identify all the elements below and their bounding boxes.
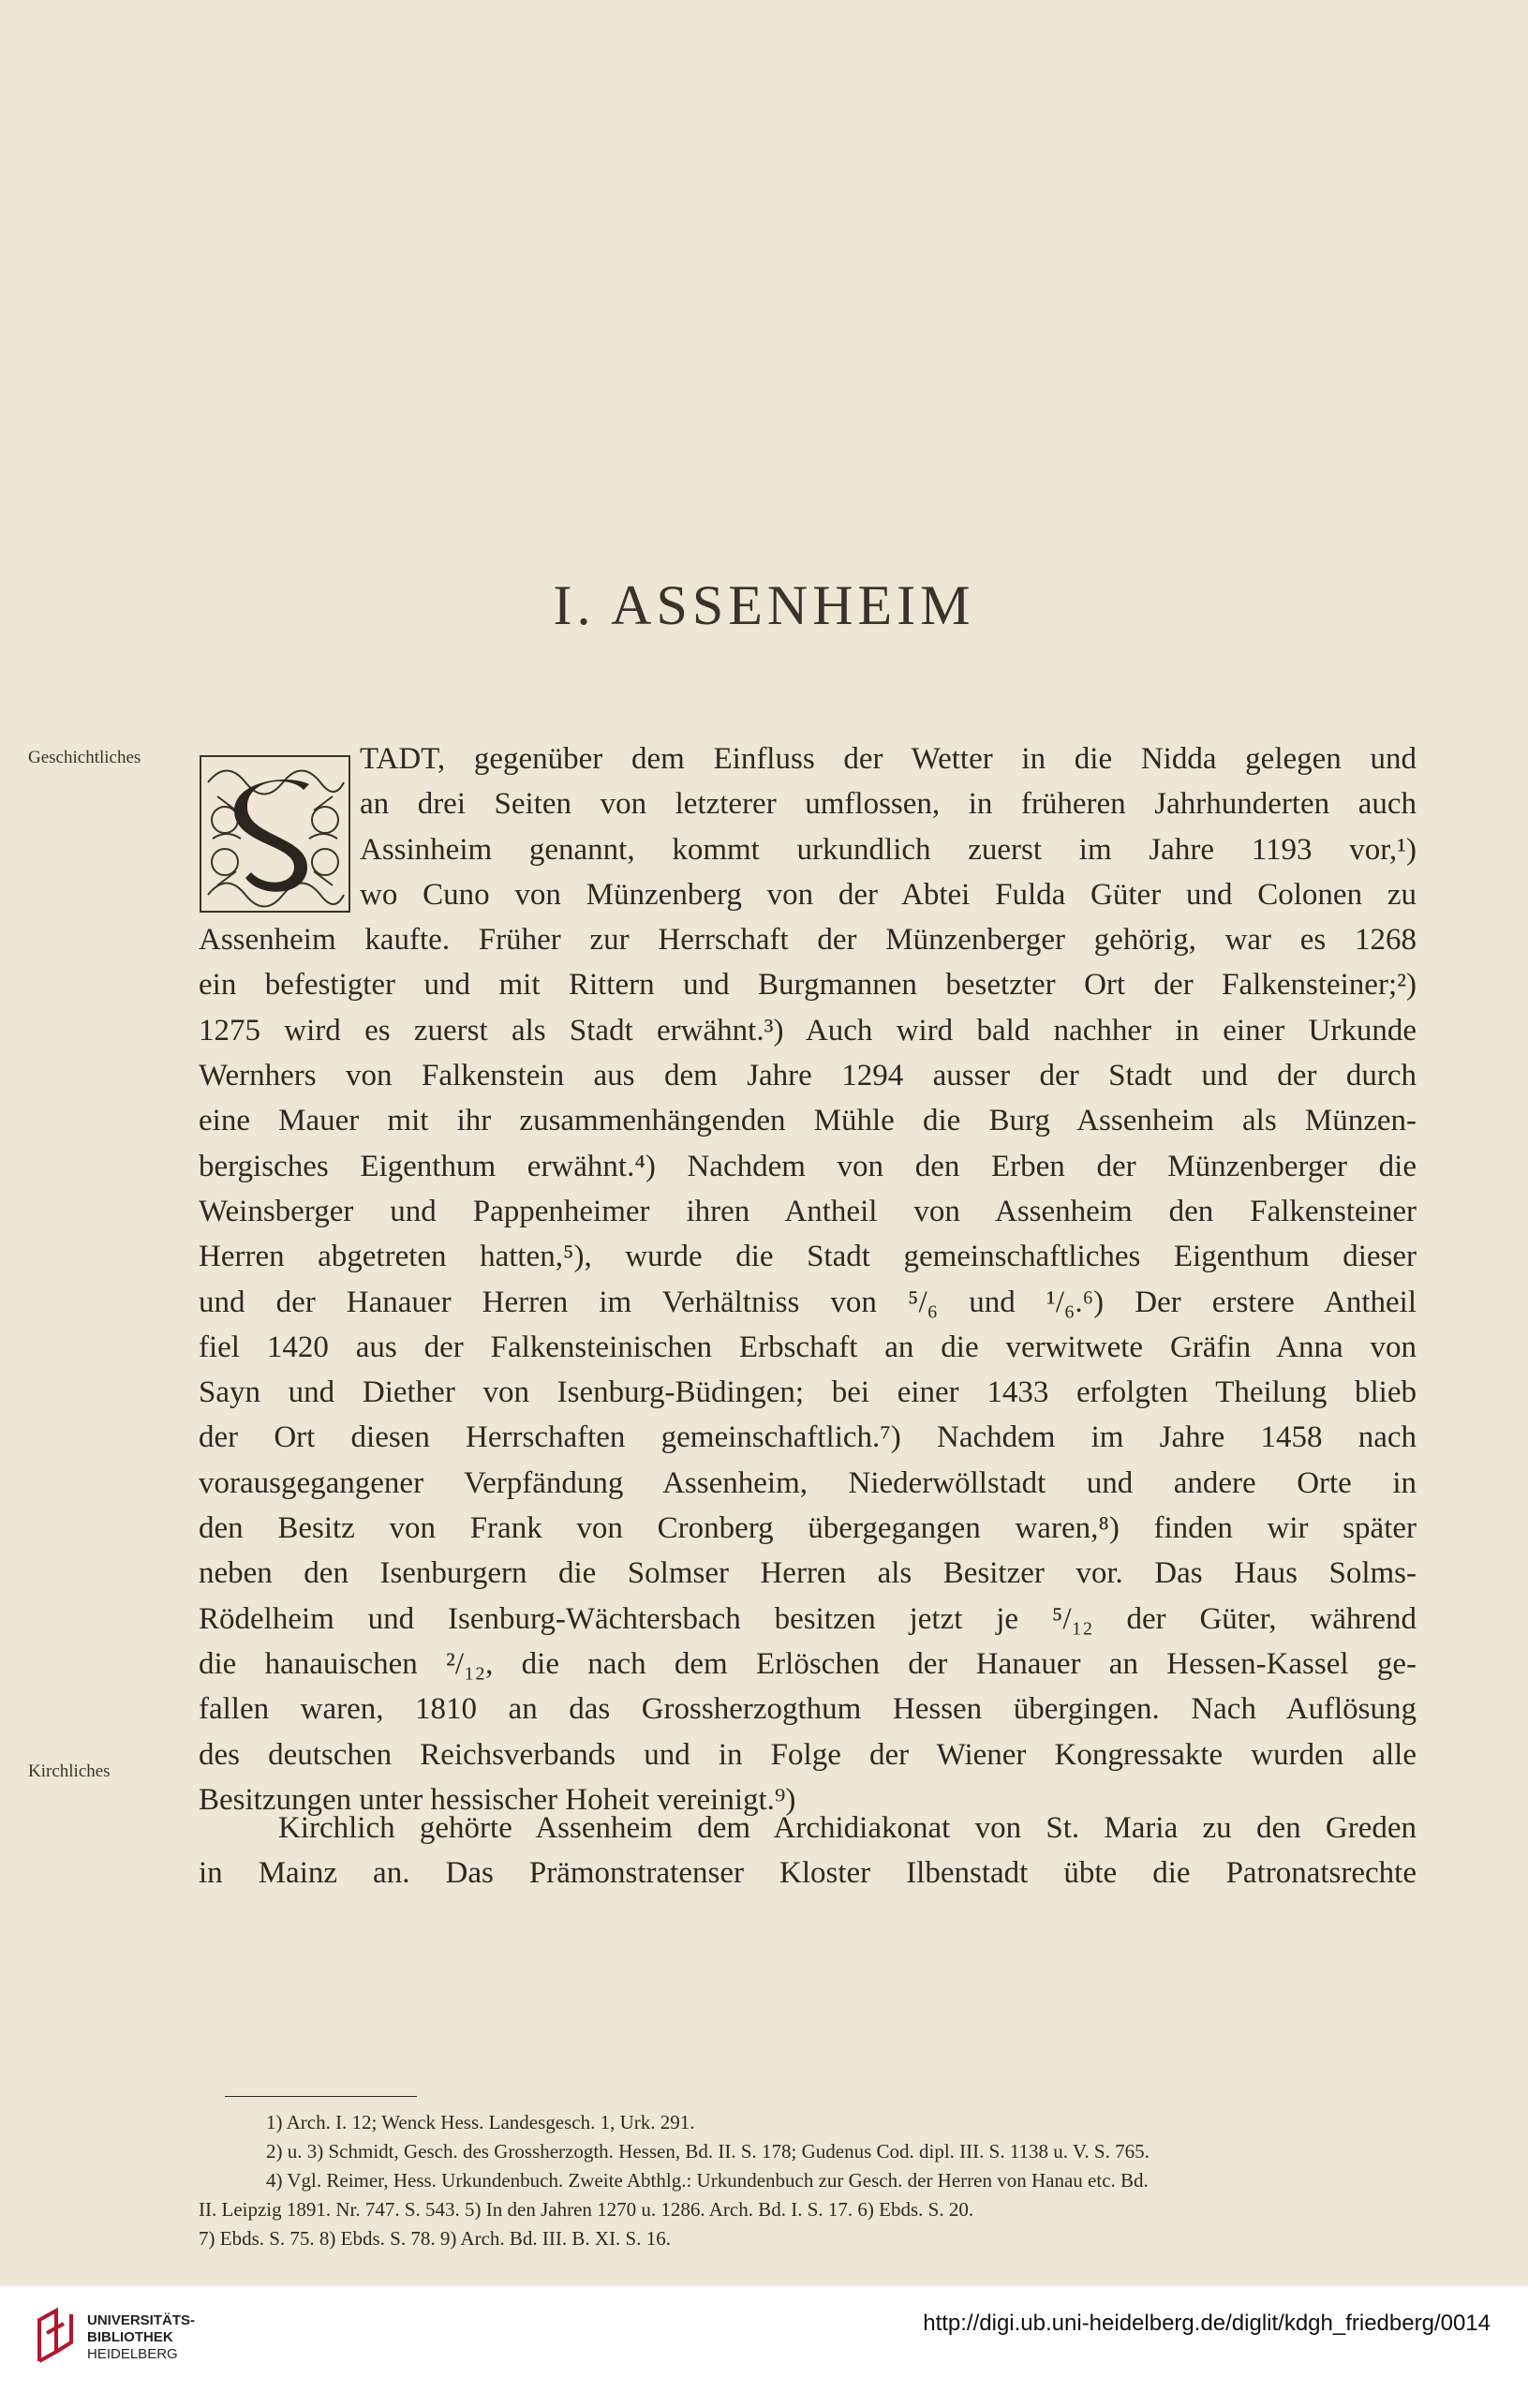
footnote: 4) Vgl. Reimer, Hess. Urkundenbuch. Zweite Abthlg.: Urkundenbuch zur Gesch. der Herren von Hanau etc. Bd. — [266, 2169, 1149, 2192]
library-name-line: BIBLIOTHEK — [87, 2329, 173, 2345]
text-line: 1275 wird es zuerst als Stadt erwähnt.³) Auch wird bald nachher in einer Urkunde — [199, 1013, 1417, 1048]
source-url-link[interactable]: http://digi.ub.uni-heidelberg.de/diglit/kdgh_friedberg/0014 — [923, 2311, 1491, 2336]
text-line: die hanauischen ²/₁₂, die nach dem Erlöschen der Hanauer an Hessen-Kassel ge- — [199, 1646, 1417, 1681]
text-line: Sayn und Diether von Isenburg-Büdingen; bei einer 1433 erfolgten Theilung blieb — [199, 1375, 1417, 1410]
viewer-footer — [0, 2286, 1528, 2408]
footnote: 7) Ebds. S. 75. 8) Ebds. S. 78. 9) Arch. Bd. III. B. XI. S. 16. — [199, 2227, 671, 2250]
text-line: des deutschen Reichsverbands und in Folge der Wiener Kongressakte wurden alle — [199, 1737, 1417, 1772]
text-line: Assenheim kaufte. Früher zur Herrschaft der Münzenberger gehörig, war es 1268 — [199, 923, 1417, 958]
footnotes — [199, 2108, 1417, 2253]
text-line: den Besitz von Frank von Cronberg übergegangen waren,⁸) finden wir später — [199, 1511, 1417, 1546]
text-line: TADT, gegenüber dem Einfluss der Wetter in die Nidda gelegen und — [360, 742, 1417, 776]
chapter-title: I. ASSENHEIM — [553, 574, 975, 636]
text-line: Wernhers von Falkenstein aus dem Jahre 1294 ausser der Stadt und der durch — [199, 1059, 1417, 1093]
text-line: Rödelheim und Isenburg-Wächtersbach besitzen jetzt je ⁵/₁₂ der Güter, während — [199, 1601, 1417, 1636]
library-logo-icon — [36, 2307, 75, 2365]
text-line: wo Cuno von Münzenberg von der Abtei Fulda Güter und Colonen zu — [360, 877, 1417, 912]
text-line: Weinsberger und Pappenheimer ihren Antheil von Assenheim den Falkensteiner — [199, 1194, 1417, 1228]
margin-note-church: Kirchliches — [28, 1761, 111, 1781]
footnote: II. Leipzig 1891. Nr. 747. S. 543. 5) In den Jahren 1270 u. 1286. Arch. Bd. I. S. 17. 6) Ebds. S. 20. — [199, 2198, 974, 2221]
body-paragraph-history — [199, 736, 1417, 1822]
text-line: Herren abgetreten hatten,⁵), wurde die Stadt gemeinschaftliches Eigenthum dieser — [199, 1240, 1417, 1274]
library-name — [87, 2312, 195, 2363]
text-line: neben den Isenburgern die Solmser Herren als Besitzer vor. Das Haus Solms- — [199, 1556, 1417, 1591]
text-line: Assinheim genannt, kommt urkundlich zuerst im Jahre 1193 vor,¹) — [360, 832, 1417, 867]
text-line: in Mainz an. Das Prämonstratenser Kloster Ilbenstadt übte die Patronatsrechte — [199, 1856, 1417, 1891]
text-line: vorausgegangener Verpfändung Assenheim, Niederwöllstadt und andere Orte in — [199, 1465, 1417, 1500]
text-line: ein befestigter und mit Rittern und Burgmannen besetzter Ort der Falkensteiner;²) — [199, 968, 1417, 1003]
text-line: an drei Seiten von letzterer umflossen, in früheren Jahrhunderten auch — [360, 787, 1417, 822]
library-name-line: UNIVERSITÄTS- — [87, 2312, 196, 2328]
text-line: bergisches Eigenthum erwähnt.⁴) Nachdem von den Erben der Münzenberger die — [199, 1149, 1417, 1183]
text-line: und der Hanauer Herren im Verhältniss von ⁵/₆ und ¹/₆.⁶) Der erstere Antheil — [199, 1285, 1417, 1319]
body-paragraph-church — [199, 1806, 1417, 1896]
text-line: Kirchlich gehörte Assenheim dem Archidiakonat von St. Maria zu den Greden — [278, 1811, 1417, 1845]
margin-note-history: Geschichtliches — [28, 748, 141, 767]
footnote: 2) u. 3) Schmidt, Gesch. des Grossherzogth. Hessen, Bd. II. S. 178; Gudenus Cod. dipl. III. S. 1138 u. V. S. 765. — [266, 2140, 1150, 2163]
footnote-divider — [225, 2096, 417, 2097]
text-line: fiel 1420 aus der Falkensteinischen Erbschaft an die verwitwete Gräfin Anna von — [199, 1330, 1417, 1364]
text-line: Besitzungen unter hessischer Hoheit vereinigt.⁹) — [199, 1782, 796, 1817]
text-line: eine Mauer mit ihr zusammenhängenden Mühle die Burg Assenheim als Münzen- — [199, 1104, 1417, 1138]
text-line: der Ort diesen Herrschaften gemeinschaftlich.⁷) Nachdem im Jahre 1458 nach — [199, 1420, 1417, 1455]
footnote: 1) Arch. I. 12; Wenck Hess. Landesgesch. 1, Urk. 291. — [266, 2111, 695, 2133]
text-line: fallen waren, 1810 an das Grossherzogthum Hessen übergingen. Nach Auflösung — [199, 1692, 1417, 1727]
library-name-line: HEIDELBERG — [87, 2346, 178, 2362]
